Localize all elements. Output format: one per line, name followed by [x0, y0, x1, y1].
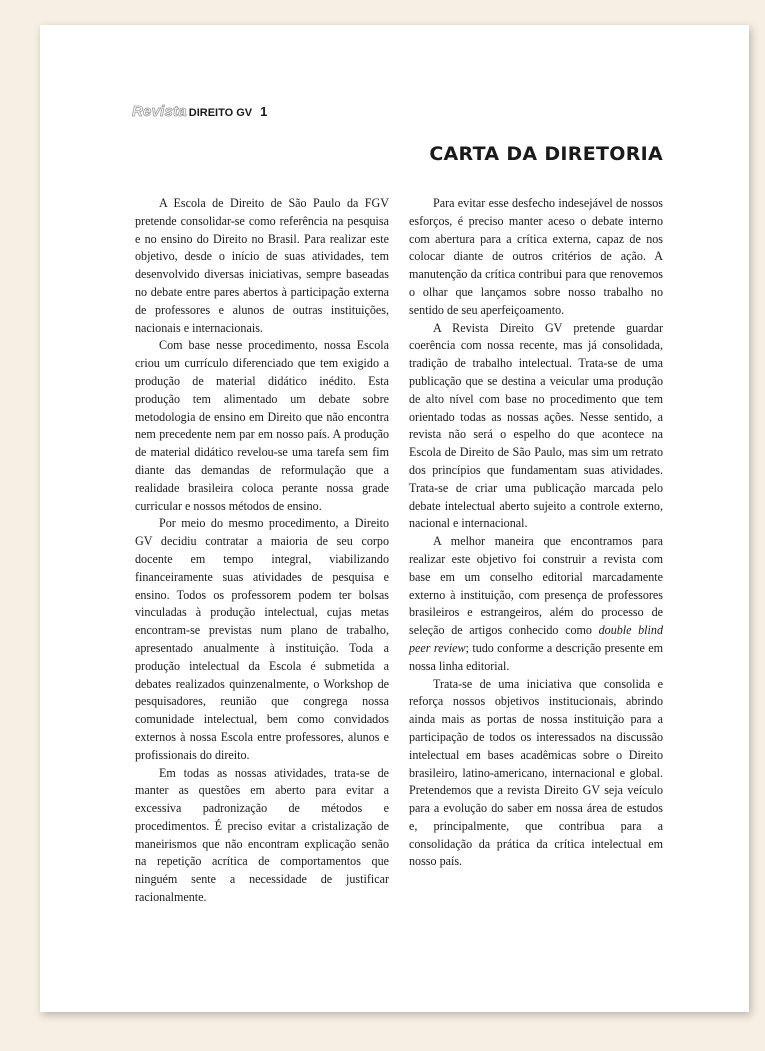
right-column [409, 195, 663, 871]
paragraph-text: ; tudo conforme a descrição presente em nossa linha editorial. [409, 640, 663, 673]
left-column [135, 195, 389, 907]
paragraph: Para evitar esse desfecho indesejável de nossos esforços, é preciso manter aceso o debate interno com abertura para a crítica externa, capaz de nos colocar diante de outros critérios de ação. A manutenção da crítica contribui para que renovemos o olhar que lançamos sobre nosso trabalho no sentido de seu aperfeiçoamento. [409, 196, 663, 317]
paragraph: Em todas as nossas atividades, trata-se de manter as questões em aberto para evitar a excessiva padronização de métodos e procedimentos. É preciso evitar a cristalização de maneirismos que não encontram explicação senão na repetição acrítica de comportamentos que ninguém sente a necessidade de justificar racionalmente. [135, 765, 389, 905]
paragraph: Por meio do mesmo procedimento, a Direito GV decidiu contratar a maioria de seu corpo docente em tempo integral, viabilizando financeiramente suas atividades de pesquisa e ensino. Todos os professorem podem ter bolsas vinculadas à produção intelectual, cujas metas encontram-se previstas num plano de trabalho, apresentado anualmente à instituição. Toda a produção intelectual da Escola é submetida a debates realizados quinzenalmente, o Workshop de pesquisadores, reunião que congrega nossa comunidade intelectual, bem como convidados externos à nossa Escola entre professores, alunos e profissionais do direito. [135, 516, 389, 762]
paragraph: Trata-se de uma iniciativa que consolida e reforça nossos objetivos institucionais, abrindo ainda mais as portas de nossa instituição para a participação de todos os interessados na discussão intelectual em bases acadêmicas sobre o Direito brasileiro, latino-americano, internacional e global. Pretendemos que a revista Direito GV seja veículo para a evolução do saber em nossa área de estudos e, principalmente, que contribua para a consolidação da prática da crítica intelectual em nosso país. [409, 676, 663, 869]
paragraph-text: A melhor maneira que encontramos para realizar este objetivo foi construir a revista com base em um conselho editorial marcadamente externo à instituição, com presença de professores brasileiros e estrangeiros, além do processo de seleção de artigos conhecido como [409, 534, 663, 638]
paragraph: A Escola de Direito de São Paulo da FGV pretende consolidar-se como referência na pesquisa e no ensino do Direito no Brasil. Para realizar este objetivo, desde o início de suas atividades, tem desenvolvido diversas iniciativas, sempre baseadas no debate entre pares abertos à participação externa de professores e alunos de outras instituições, nacionais e internacionais. [135, 196, 389, 335]
page-title: CARTA DA DIRETORIA [429, 143, 663, 165]
paragraph [409, 533, 663, 675]
paragraph: Com base nesse procedimento, nossa Escola criou um currículo diferenciado que tem exigido a produção de material didático inédito. Esta produção tem alimentado um debate sobre metodologia de ensino em Direito que não encontra nem precedente nem par em nosso país. A produção de material didático revelou-se uma tarefa sem fim diante das demandas de reformulação que a realidade brasileira coloca perante nossa grade curricular e nossos métodos de ensino. [135, 338, 389, 513]
document-page [40, 25, 749, 1012]
italic-term: double blind peer review [409, 623, 663, 655]
page-number: 1 [260, 104, 268, 119]
paragraph: A Revista Direito GV pretende guardar coerência com nossa recente, mas já consolidada, tradição de trabalho intelectual. Trata-se de uma publicação que se destina a veicular uma produção de alto nível com base no procedimento que tem orientado todas as nossas ações. Nesse sentido, a revista não será o espelho do que acontece na Escola de Direito de São Paulo, mas sim um retrato dos princípios que fundamentam suas atividades. Trata-se de criar uma publicação marcada pelo debate intelectual aberto sujeito a controle externo, nacional e internacional. [409, 320, 663, 531]
journal-name: DIREITO GV [188, 107, 253, 119]
running-header [132, 103, 267, 120]
journal-logo-revista: Revista [132, 103, 187, 120]
